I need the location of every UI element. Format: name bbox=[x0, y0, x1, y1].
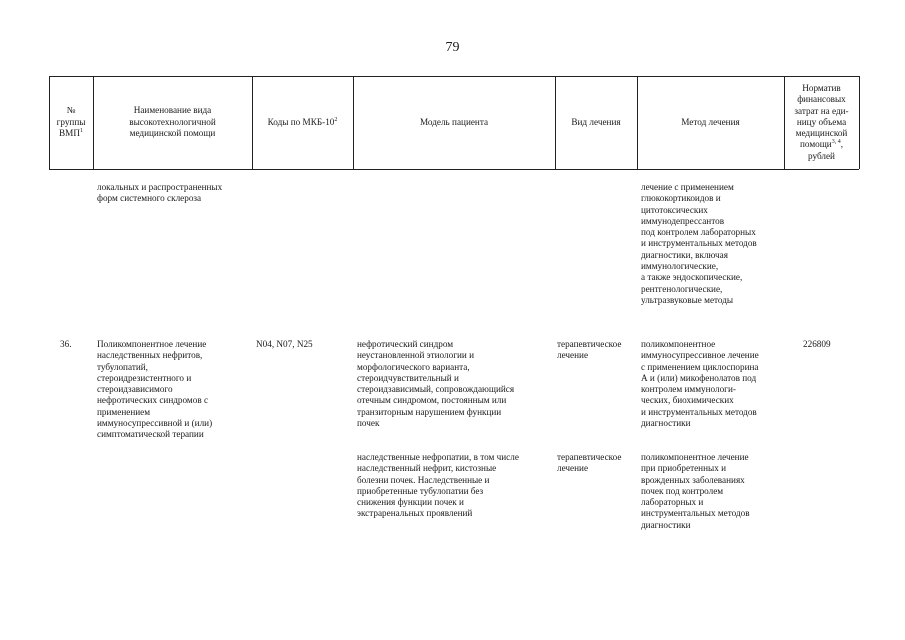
footnote-marker: 1 bbox=[79, 128, 83, 135]
row-36-number: 36. bbox=[60, 339, 72, 349]
row-36-method-2: поликомпонентное лечение при приобретенных и врожденных заболеваниях почек под контролем лабораторных и инструментальных методов диагностики bbox=[641, 452, 750, 530]
footnote-marker: 2 bbox=[334, 116, 338, 123]
header-norm-label: Норматив финансовых затрат на еди- ницу объема медицинской помощи bbox=[794, 83, 849, 150]
header-treatment-type: Вид лечения bbox=[571, 116, 621, 127]
row-36-method-1: поликомпонентное иммуносупрессивное лечение с применением циклоспорина А и (или) микофенолатов под контролем иммунологи- ческих, биохимических и инструментальных методов диагностики bbox=[641, 339, 759, 429]
table-right-border bbox=[859, 76, 860, 169]
footnote-marker: 3, 4 bbox=[831, 139, 841, 146]
row-36-codes: N04, N07, N25 bbox=[256, 339, 313, 349]
row-36-name: Поликомпонентное лечение наследственных нефритов, тубулопатий, стероидрезистентного и стероидзависимого нефротических синдромов с применением иммуносупрессивной и (или) симптоматической терапии bbox=[97, 339, 213, 440]
header-patient-model: Модель пациента bbox=[419, 116, 489, 127]
continuation-method: лечение с применением глюкокортикоидов и цитотоксических иммунодепрессантов под контролем лабораторных и инструментальных методов диагностики, включая иммунологические, а также эндоскопические, рентгенологические, ультразвуковые методы bbox=[641, 182, 757, 305]
header-norm-tail: , рублей bbox=[808, 139, 844, 161]
row-36-model-1: нефротический синдром неустановленной этиологии и морфологического варианта, стероидчувствительный и стероидзависимый, сопровождающийся отечным синдромом, постоянным или транзиторным нарушением функции почек bbox=[357, 339, 515, 429]
header-treatment-method: Метод лечения bbox=[681, 116, 740, 127]
continuation-name: локальных и распространенных форм системного склероза bbox=[97, 182, 223, 204]
header-group-number bbox=[49, 76, 93, 169]
header-group-label: № группы ВМП bbox=[56, 105, 86, 139]
row-36-model-2: наследственные нефропатии, в том числе наследственный нефрит, кистозные болезни почек. Наследственные и приобретенные тубулопатии без снижения функции почек и экстраренальных проявлений bbox=[357, 452, 519, 519]
header-icd-codes bbox=[252, 76, 353, 169]
header-vmp-name: Наименование вида высокотехнологичной медицинской помощи bbox=[129, 105, 216, 139]
row-36-type-2: терапевтическое лечение bbox=[557, 452, 622, 474]
row-36-norm: 226809 bbox=[803, 339, 831, 349]
row-36-type-1: терапевтическое лечение bbox=[557, 339, 622, 361]
header-financial-norm bbox=[784, 76, 859, 169]
page-number: 79 bbox=[445, 40, 460, 55]
header-icd-label: Коды по МКБ-10 bbox=[267, 116, 335, 127]
table-header-bottom-border bbox=[49, 169, 859, 170]
